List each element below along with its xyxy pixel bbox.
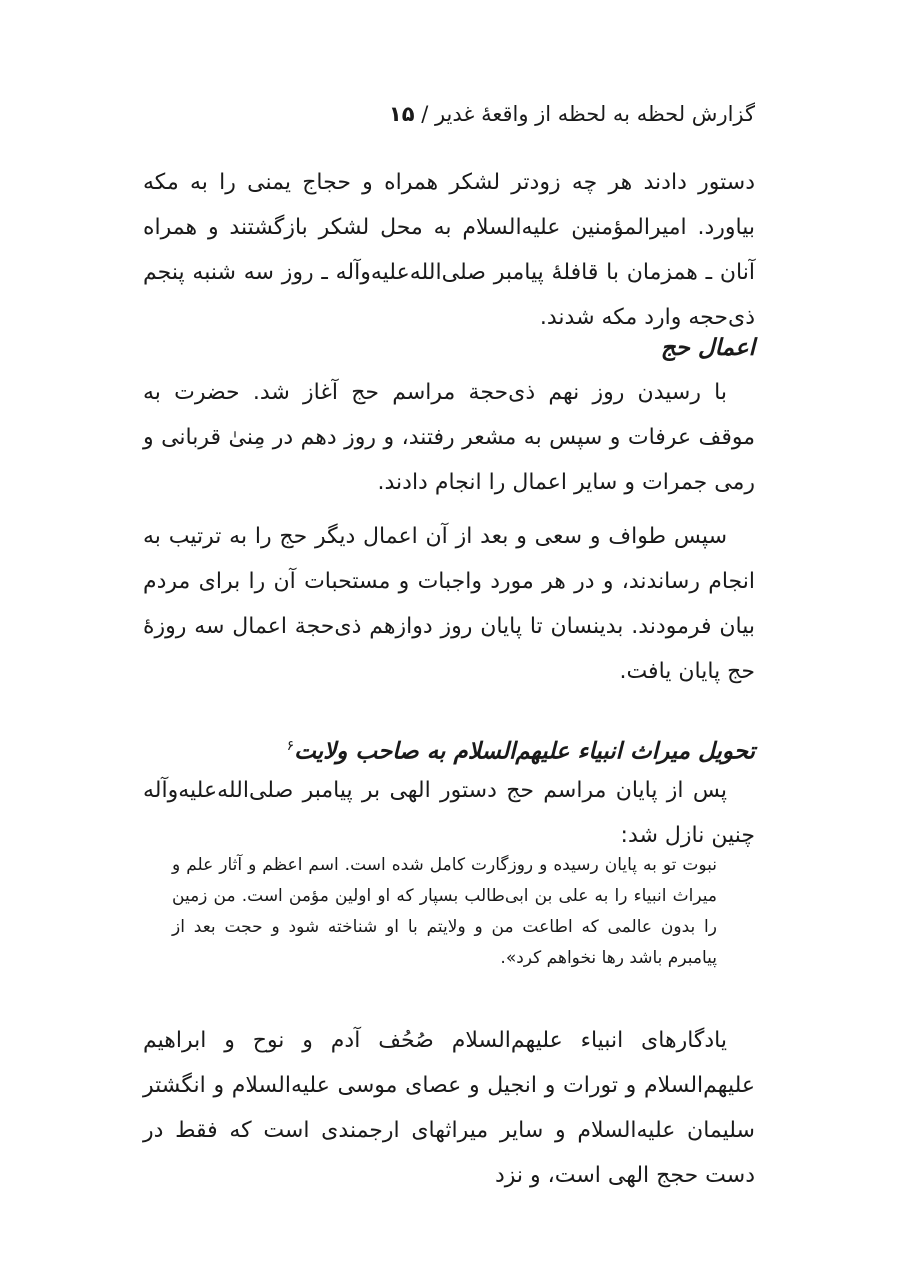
running-header-title: گزارش لحظه به لحظه از واقعهٔ غدیر [434, 102, 755, 126]
paragraph-1-text: دستور دادند هر چه زودتر لشکر همراه و حجاج یمنی را به مکه بیاورد. امیرالمؤمنین علیه‌السلام به محل لشکر بازگشتند و همراه آنان ـ همزمان با قافلهٔ پیامبر صلی‌الله‌علیه‌وآله ـ روز سه شنبه پنجم ذی‌حجه وارد مکه شدند. [143, 170, 755, 330]
paragraph-2 [143, 370, 755, 505]
section-heading-hajj-rites-text: اعمال حج [660, 335, 755, 361]
quoted-revelation [172, 850, 717, 974]
page-number: ۱۵ [388, 102, 415, 126]
paragraph-4-text: پس از پایان مراسم حج دستور الهی بر پیامبر صلی‌الله‌علیه‌وآله چنین نازل شد: [143, 778, 755, 848]
paragraph-4 [143, 768, 755, 858]
paragraph-3-text: سپس طواف و سعی و بعد از آن اعمال دیگر حج را به ترتیب به انجام رساندند، و در هر مورد واجبات و مستحبات آن را برای مردم بیان فرمودند. بدینسان تا پایان روز دوازهم ذی‌حجة اعمال سه روزهٔ حج پایان یافت. [143, 524, 755, 684]
section-heading-heritage-text: تحویل میراث انبیاء علیهم‌السلام به صاحب ولایت [294, 738, 755, 765]
paragraph-2-text: با رسیدن روز نهم ذی‌حجة مراسم حج آغاز شد. حضرت به موقف عرفات و سپس به مشعر رفتند، و روز دهم در مِنیٰ قربانی و رمی جمرات و سایر اعمال را انجام دادند. [143, 380, 755, 495]
section-heading-heritage [143, 726, 755, 772]
paragraph-3 [143, 514, 755, 694]
header-separator: / [414, 102, 435, 126]
paragraph-1 [143, 160, 755, 340]
paragraph-5 [143, 1018, 755, 1198]
running-header [143, 98, 755, 130]
quoted-revelation-text: نبوت تو به پایان رسیده و روزگارت کامل شده است. اسم اعظم و آثار علم و میراث انبیاء را به علی بن ابی‌طالب بسپار که او اولین مؤمن است. من زمین را بدون عالمی که اطاعت من و ولایتم با او شناخته شود و حجت بعد از پیامبرم باشد رها نخواهم کرد». [172, 855, 717, 968]
footnote-marker: ۶ [286, 738, 295, 754]
section-heading-hajj-rites [143, 328, 755, 368]
paragraph-5-text: یادگارهای انبیاء علیهم‌السلام صُحُف آدم و نوح و ابراهیم علیهم‌السلام و تورات و انجیل و عصای موسی علیه‌السلام و انگشتر سلیمان علیه‌السلام و سایر میراثهای ارجمندی است که فقط در دست حجج الهی است، و نزد [143, 1028, 755, 1188]
